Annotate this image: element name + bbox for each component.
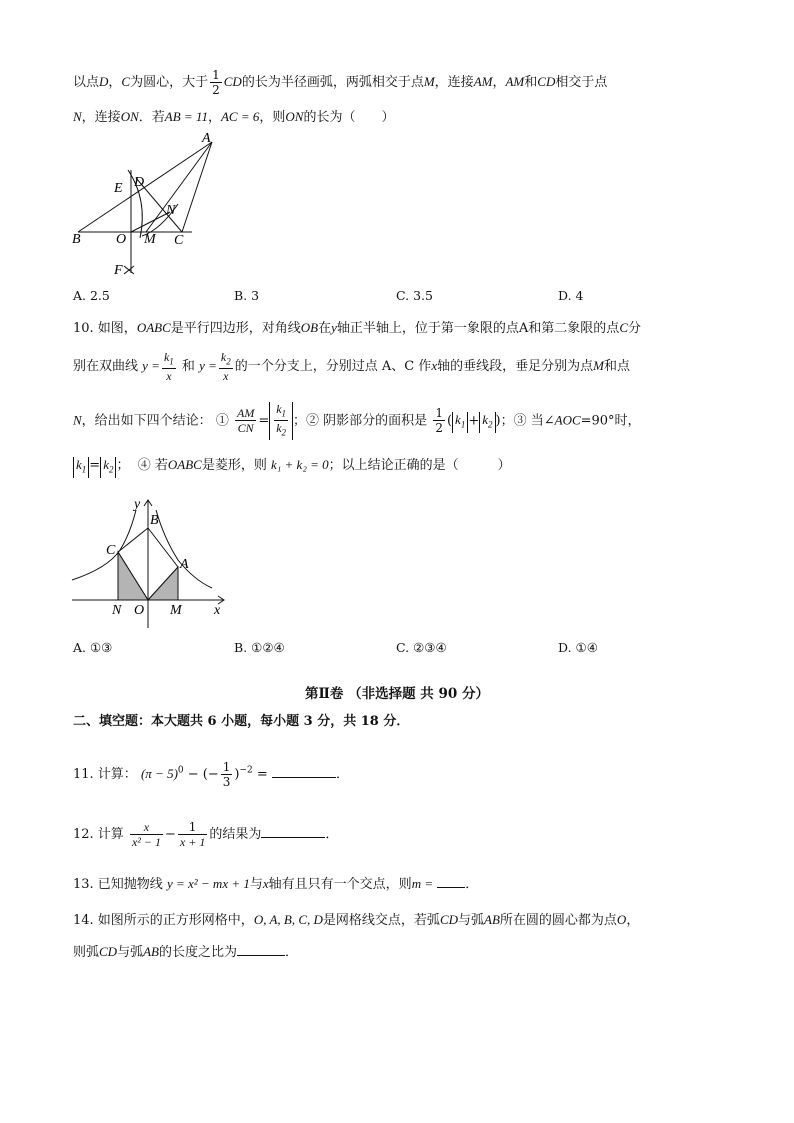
var-OB: OB [300,320,319,335]
q9-line-2 [73,107,394,128]
text: ，给出如下四个结论： [81,413,212,429]
var-CD: CD [99,944,118,959]
q10-line-3: N，给出如下四个结论： ① $\frac{AM}{CN}$ = $\frac{k_1}{k_2}$ ；② 阴影部分的面积是 $\frac{1}{2}$ ( $k_1 + k_2$ )；③ 当∠AOC=90°时， [73,402,641,438]
q10-option-a[interactable]: A. ①③ [73,640,113,655]
text: 为圆心，大于 [130,75,209,90]
denominator: x [166,369,172,384]
numerator: 1 [222,760,231,774]
subscript: 1 [460,419,466,430]
text: ；③ 当∠ [500,413,555,429]
parabola-eq: y = x² − mx + 1 [166,876,250,891]
q12 [73,820,338,849]
var-O: O [616,912,627,927]
numerator: x [130,820,163,835]
text: 在 [318,321,332,336]
answer-blank[interactable] [237,941,285,956]
eq-lhs: y = [199,358,217,374]
expr-part: (π − 5) [140,766,178,781]
text: ，连接 [434,75,474,90]
fraction-1-over-xp1 [178,820,207,849]
q10-option-c[interactable]: C. ②③④ [396,640,447,655]
text: ， [207,110,221,125]
answer-blank[interactable] [437,873,465,888]
text: ， [108,75,122,90]
eq-AB: AB = 11 [164,109,208,124]
denominator: 2 [212,83,220,97]
fraction-AM-CN [235,406,256,435]
text: 相交于点 [555,75,608,90]
text: ． [465,877,479,892]
label-M: M [144,232,156,247]
denominator: x² − 1 [131,835,161,849]
text: ； [116,458,130,473]
text: ；② 阴影部分的面积是 [293,413,428,429]
var-D: D [99,74,109,89]
k: k [76,457,82,472]
label-C: C [174,233,184,248]
label-D: D [134,175,145,190]
var-CD: CD [537,74,556,89]
fraction-x-over-x2m1 [130,820,163,849]
subscript: 1 [169,356,174,367]
var-CD: CD [223,74,242,89]
var-m: m = [411,876,434,891]
denominator: CN [237,421,254,436]
q12-label: 12. 计算 [73,827,124,842]
fraction-k2-x [219,350,233,383]
k: k [455,412,461,428]
k: k [482,412,489,428]
fraction-half [210,68,222,97]
text: 轴有且只有一个交点，则 [268,877,412,892]
segment-AC [182,142,212,232]
q9-triangle-figure [70,130,230,280]
numerator: 1 [435,406,443,421]
fraction-k1-k2 [274,402,288,440]
label-B: B [150,513,159,528]
segment-AM [146,142,212,232]
label-C: C [106,543,116,558]
segment-BA [78,142,212,232]
q10-line-4: $k_1 = k_2$ ； ④ 若OABC是菱形，则 k₁ + k₂ = 0；以上结论正确的是（ ） [73,455,511,478]
k: k [103,457,109,472]
points: O, A, B, C, D [253,912,323,927]
var-AM: AM [473,74,493,89]
var-C: C [619,320,628,335]
segment-BA [148,528,178,567]
var-AB: AB [484,912,500,927]
var-x: x [262,876,269,891]
var-M: M [593,358,604,374]
var-CD: CD [439,912,458,927]
q9-option-d[interactable]: D. 4 [558,288,584,303]
expr-part: ) [234,767,240,782]
var-y: y [331,320,337,335]
k: k [276,402,282,416]
var-N: N [73,412,82,428]
q9-option-a[interactable]: A. 2.5 [73,288,110,303]
text: ，则 [259,110,286,125]
subscript: 2 [488,419,493,430]
eq-sum: k₁ + k₂ = 0 [271,457,329,472]
q14-line-2 [73,941,298,963]
var-C: C [121,74,131,89]
circled-1: ① [215,413,229,429]
var-x: x [431,358,438,374]
label-N: N [166,203,176,218]
exponent: 0 [177,765,184,776]
label-O: O [116,232,127,247]
text: 的长度之比为 [158,945,237,960]
numerator: 1 [178,820,207,835]
text: 的一个分支上，分别过点 A、C 作 [234,359,432,375]
denominator: x + 1 [179,835,206,849]
segment-ON [131,212,170,232]
text: 的结果为 [209,827,262,842]
numerator: 1 [212,68,220,82]
text: =90°时， [580,413,641,429]
eq-lhs: y = [142,358,160,374]
text: ④ 若 [137,458,168,473]
q9-option-c[interactable]: C. 3.5 [396,288,433,303]
section-title: 第Ⅱ卷 （非选择题 共 90 分） [305,686,489,702]
text: 别在双曲线 [73,359,139,375]
fraction-k1-x [162,350,176,383]
text: 是网格线交点，若弧 [322,913,440,928]
text: 轴的垂线段，垂足分别为点 [437,359,594,375]
label-A: A [202,131,211,146]
subscript: 2 [281,427,287,438]
eq-AC: AC = 6 [220,109,260,124]
var-AM: AM [505,74,525,89]
text: 是菱形，则 [201,458,267,473]
q11 [73,760,349,789]
var-OABC: OABC [167,457,202,472]
text: 是平行四边形，对角线 [170,321,301,336]
denominator: x [223,369,229,384]
text: ． [285,945,299,960]
q10-hyperbola-figure [68,488,238,628]
numerator [162,350,176,369]
q9-option-b[interactable]: B. 3 [234,288,260,303]
minus: − [164,827,176,842]
text: 所在圆的圆心都为点 [499,913,617,928]
numerator [219,350,233,369]
subscript: 2 [108,464,114,475]
q14-line-1 [73,910,639,931]
var-N: N [73,109,82,124]
k: k [276,421,282,436]
q13-label: 13. 已知抛物线 [73,877,163,892]
abs-k1 [452,412,468,433]
text: 10. 如图， [73,321,137,336]
q10-line-2 [73,350,630,383]
label-x: x [214,603,221,618]
var-AB: AB [143,944,159,959]
label-y: y [134,497,141,512]
segment-CB [118,528,148,552]
label-O: O [134,603,145,618]
numerator: AM [236,406,255,421]
q10-option-d[interactable]: D. ①④ [558,640,598,655]
denominator: 3 [222,775,231,789]
denominator: 2 [435,421,443,436]
q13 [73,873,478,895]
shaded-triangle-AMO [148,567,178,600]
numerator [274,402,288,421]
text: 的长为（ ） [303,110,395,125]
label-N: N [112,603,122,618]
text: 以点 [73,75,100,90]
q10-line-1 [73,318,641,339]
text: 与弧 [117,945,144,960]
text: 与弧 [458,913,485,928]
k: k [163,350,170,364]
label-F: F [114,263,123,278]
text: ．若 [138,110,165,125]
var-OABC: OABC [136,320,171,335]
expr-part: − (− [183,767,219,782]
q9-line-1 [73,68,607,97]
answer-blank[interactable] [261,823,325,838]
fraction-half [433,406,445,435]
text: ；以上结论正确的是（ ） [328,458,511,473]
expr-part: = [252,767,268,782]
var-ON: ON [120,109,139,124]
label-E: E [114,181,123,196]
label-B: B [72,232,81,247]
subscript: 1 [81,464,87,475]
text: ， [492,75,506,90]
abs-k1 [73,457,89,478]
abs-k2 [479,412,495,433]
answer-blank[interactable] [272,763,336,778]
label-M: M [170,603,182,618]
label-A: A [180,557,189,572]
text: 分 [627,321,641,336]
var-ON: ON [285,109,304,124]
abs-k1-over-k2 [269,402,293,440]
k: k [220,350,227,364]
text: 轴正半轴上，位于第一象限的点A和第二象限的点 [336,321,620,336]
var-M: M [423,74,435,89]
shaded-triangle-CNO [118,552,148,600]
text: 的长为半径画弧，两弧相交于点 [241,75,424,90]
text: ． [325,827,339,842]
text: ． [335,767,349,782]
fraction-one-third [221,760,233,789]
text: 则弧 [73,945,100,960]
text: ， [626,913,640,928]
var-AOC: AOC [554,412,581,428]
text: ，连接 [81,110,121,125]
abs-k2 [100,457,116,478]
section-heading: 二、填空题：本大题共 6 小题，每小题 3 分，共 18 分． [73,714,410,729]
text: 和 [181,359,195,375]
exponent: −2 [239,765,253,776]
text: 与 [249,877,263,892]
subscript: 2 [226,356,231,367]
text: 和点 [603,359,630,375]
text: 和 [524,75,538,90]
text: 14. 如图所示的正方形网格中， [73,913,254,928]
q11-label: 11. 计算： [73,767,137,782]
denominator [274,421,288,439]
q10-option-b[interactable]: B. ①②④ [234,640,285,655]
subscript: 1 [281,408,287,419]
